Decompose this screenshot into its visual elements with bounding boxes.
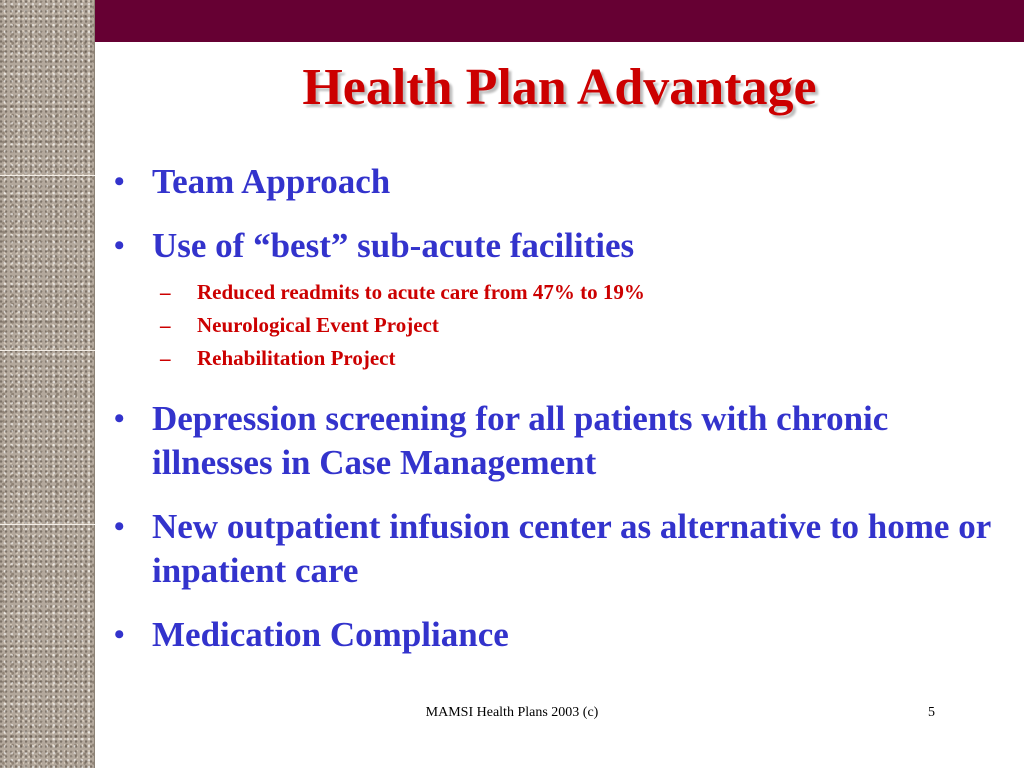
bullet-marker: •	[114, 165, 125, 198]
sub-bullet-item	[112, 309, 992, 342]
slide-title: Health Plan Advantage	[302, 59, 817, 116]
side-texture-strip	[0, 0, 95, 768]
bullet-item	[112, 613, 992, 657]
strip-divider	[0, 350, 95, 351]
sub-bullet-list	[112, 276, 992, 375]
bullet-marker: •	[114, 402, 125, 435]
sub-bullet-text: Rehabilitation Project	[197, 346, 396, 370]
sub-bullet-marker: –	[160, 313, 171, 337]
sub-bullet-item	[112, 276, 992, 309]
bullet-text: New outpatient infusion center as alternative to home or inpatient care	[152, 507, 991, 590]
bullet-text: Team Approach	[152, 162, 391, 201]
sub-bullet-text: Neurological Event Project	[197, 313, 439, 337]
slide-content	[112, 160, 992, 677]
bullet-item	[112, 505, 992, 593]
strip-divider	[0, 175, 95, 176]
bullet-item	[112, 224, 992, 268]
top-header-bar	[95, 0, 1024, 42]
bullet-text: Use of “best” sub-acute facilities	[152, 226, 635, 265]
bullet-marker: •	[114, 618, 125, 651]
strip-divider	[0, 524, 95, 525]
footer-caption: MAMSI Health Plans 2003 (c)	[425, 705, 599, 720]
bullet-text: Depression screening for all patients with chronic illnesses in Case Management	[152, 399, 889, 482]
sub-bullet-text: Reduced readmits to acute care from 47% to 19%	[197, 280, 645, 304]
sub-bullet-marker: –	[160, 280, 171, 304]
bullet-item	[112, 397, 992, 485]
bullet-marker: •	[114, 229, 125, 262]
sub-bullet-item	[112, 342, 992, 375]
page-number: 5	[928, 705, 935, 720]
sub-bullet-marker: –	[160, 346, 171, 370]
bullet-text: Medication Compliance	[152, 615, 509, 654]
bullet-marker: •	[114, 510, 125, 543]
bullet-item	[112, 160, 992, 204]
